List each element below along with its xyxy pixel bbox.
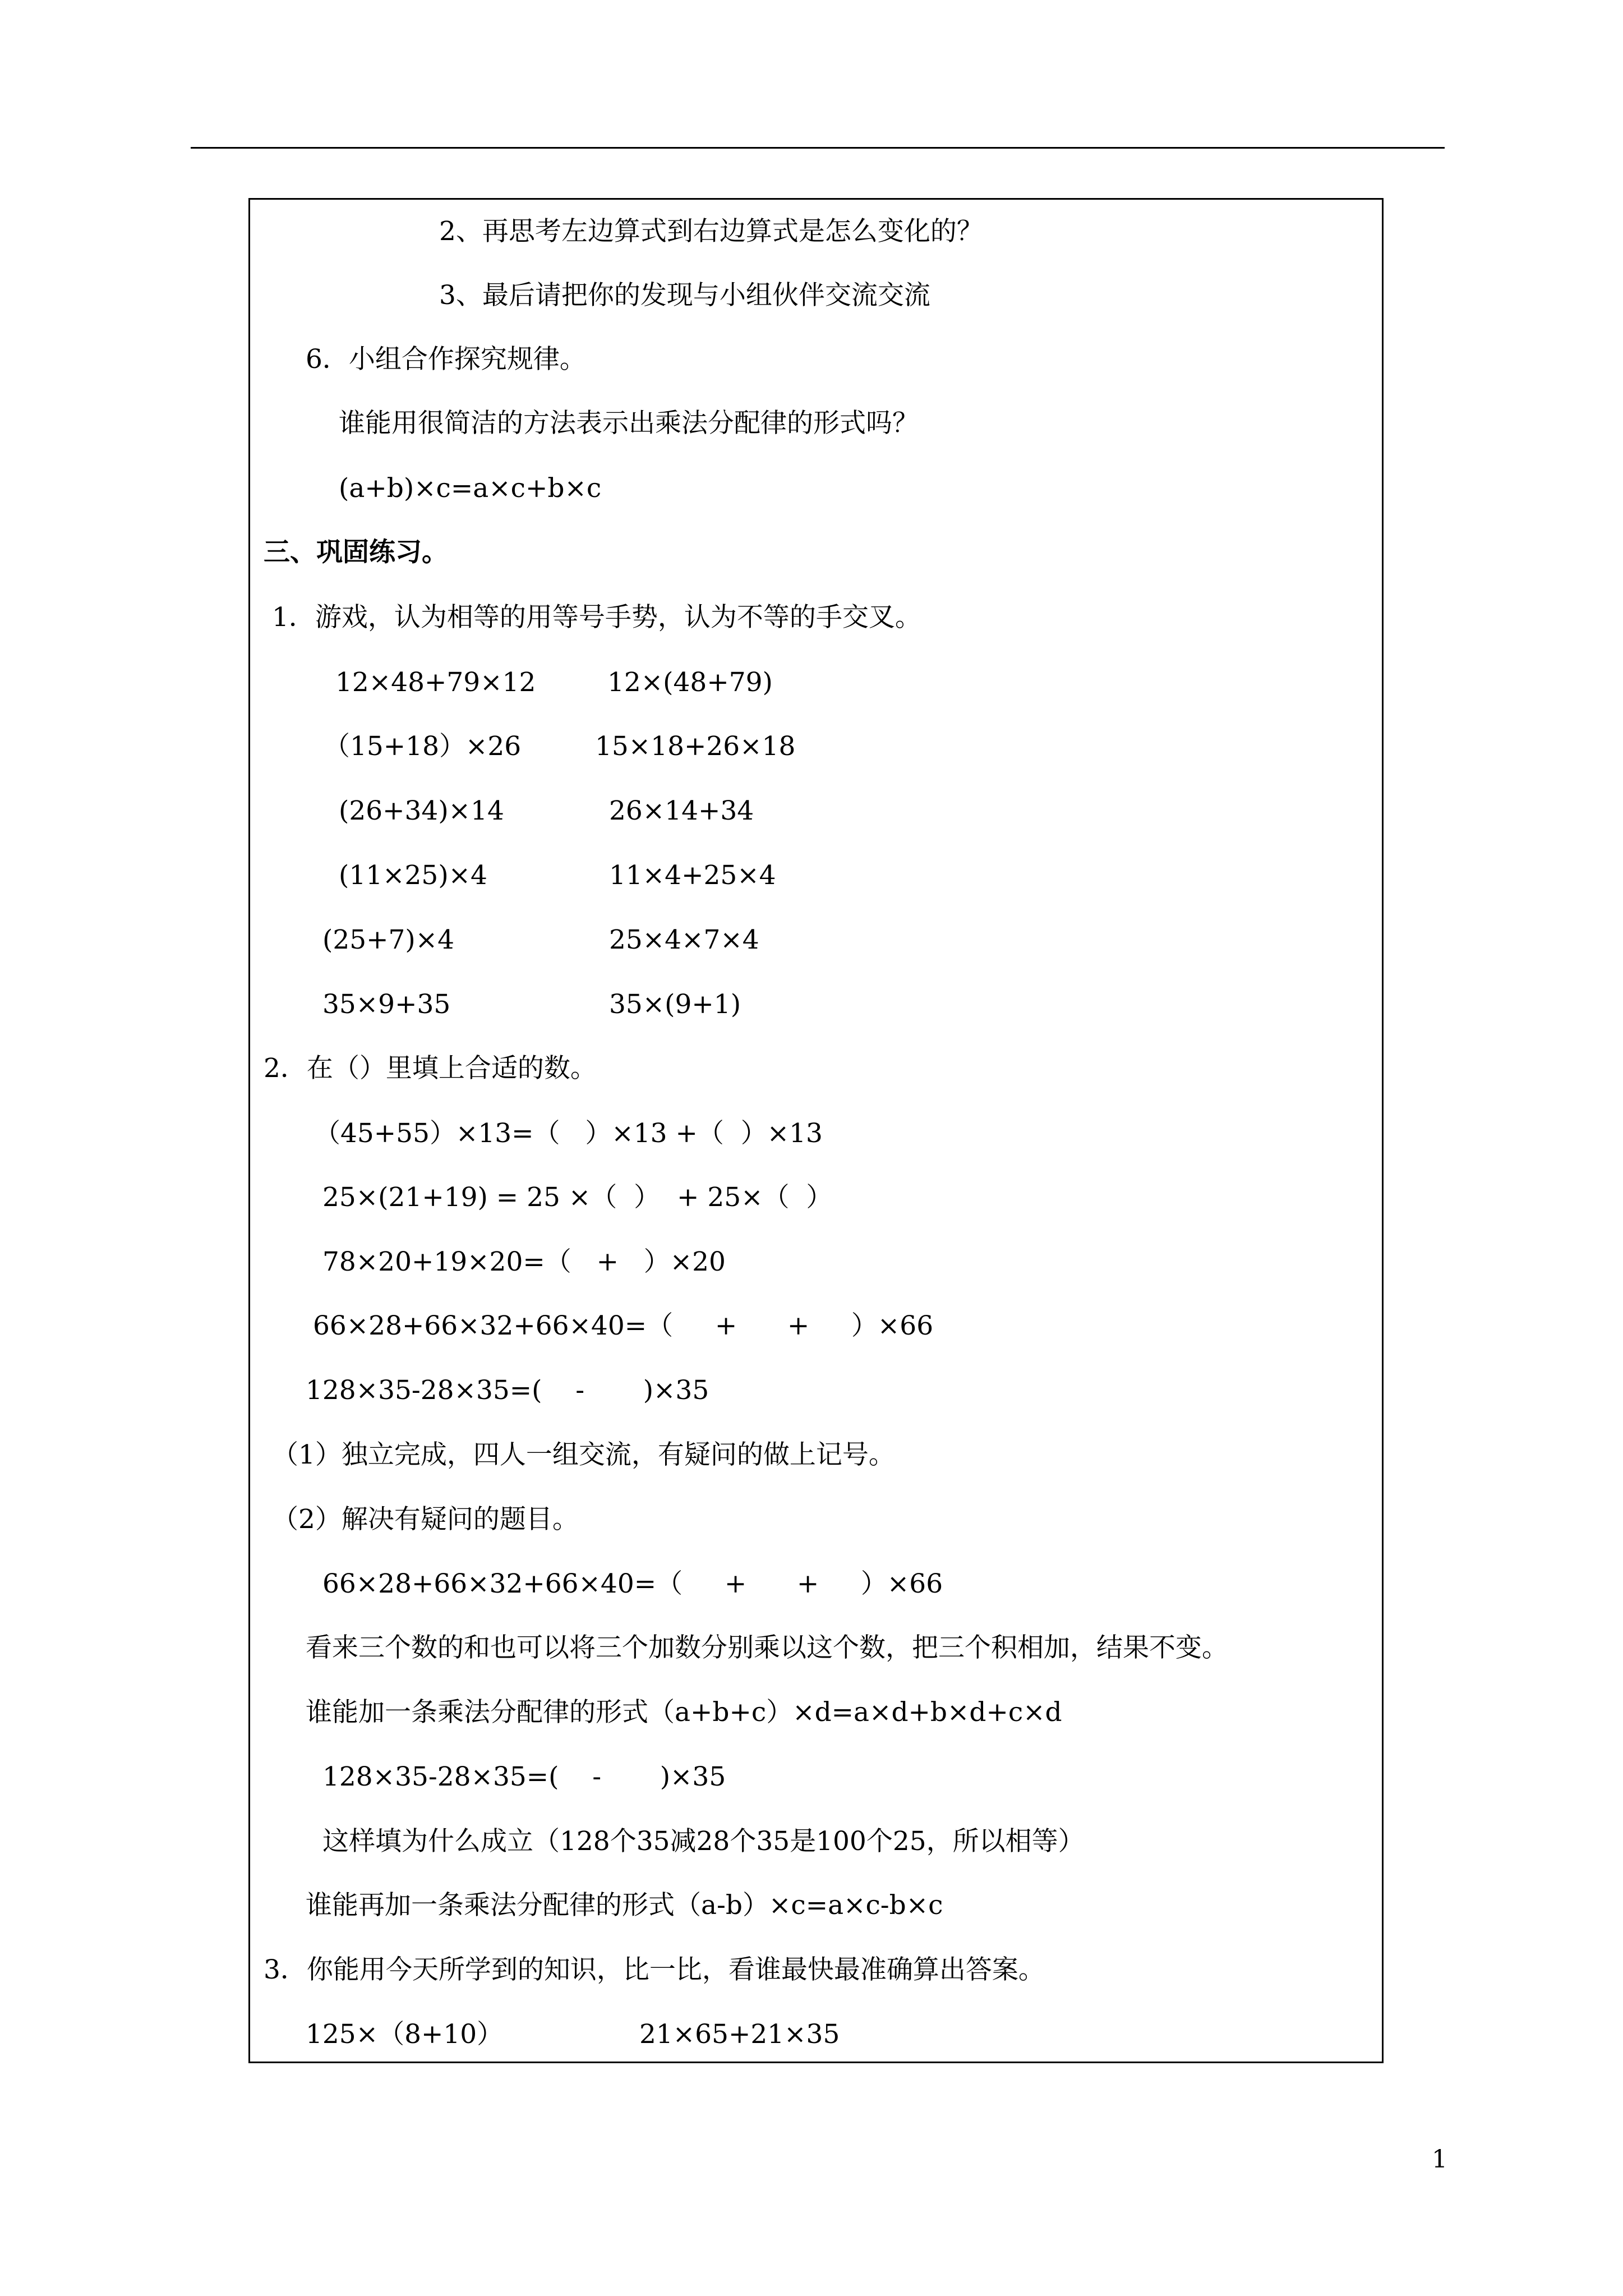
fill-row-4: 66×28+66×32+66×40=（ + + ）×66 [313,1310,934,1341]
fill-row-2: 25×(21+19) = 25 ×（ ） + 25×（ ） [322,1182,833,1213]
exercise-3-heading: 3．你能用今天所学到的知识，比一比，看谁最快最准确算出答案。 [264,1954,1045,1985]
game-row-2-right: 15×18+26×18 [595,731,796,762]
calc-right: 21×65+21×35 [639,2019,840,2050]
step-2-solve-text: （2）解决有疑问的题目。 [272,1504,579,1535]
page-number: 1 [1432,2145,1447,2174]
game-row-4-right: 11×4+25×4 [609,860,776,891]
header-rule [191,147,1445,149]
section-3-heading: 三、巩固练习。 [264,537,448,568]
game-row-2-left: （15+18）×26 [324,731,522,762]
exercise-2-heading: 2．在（）里填上合适的数。 [264,1053,597,1084]
calc-left: 125×（8+10） [306,2019,504,2050]
game-row-6-left: 35×9+35 [322,989,451,1020]
step-3-text: 3、最后请把你的发现与小组伙伴交流交流 [439,280,930,311]
fill-row-1: （45+55）×13=（ ）×13 +（ ）×13 [314,1118,823,1149]
game-row-3-left: (26+34)×14 [339,795,504,826]
fill-row-4-repeat: 66×28+66×32+66×40=（ + + ）×66 [322,1568,943,1599]
step-2-text: 2、再思考左边算式到右边算式是怎么变化的？ [439,216,983,247]
explanation-text: 看来三个数的和也可以将三个加数分别乘以这个数，把三个积相加，结果不变。 [306,1632,1228,1663]
game-row-6-right: 35×(9+1) [609,989,741,1020]
extended-formula-2: 谁能再加一条乘法分配律的形式（a-b）×c=a×c-b×c [306,1890,943,1921]
game-row-3-right: 26×14+34 [609,795,754,826]
item-6-heading: 6．小组合作探究规律。 [306,344,586,375]
game-row-5-right: 25×4×7×4 [609,924,759,955]
fill-row-5-repeat: 128×35-28×35=( - )×35 [322,1761,726,1792]
reason-text: 这样填为什么成立（128个35减28个35是100个25，所以相等） [322,1826,1085,1857]
fill-row-5: 128×35-28×35=( - )×35 [306,1375,709,1406]
game-row-1-left: 12×48+79×12 [335,667,536,698]
game-row-4-left: (11×25)×4 [339,860,487,891]
exercise-1-heading: 1．游戏，认为相等的用等号手势，认为不等的手交叉。 [272,602,921,633]
fill-row-3: 78×20+19×20=（ + ）×20 [322,1246,726,1277]
question-text: 谁能用很简洁的方法表示出乘法分配律的形式吗？ [339,408,919,439]
game-row-5-left: (25+7)×4 [322,924,455,955]
extended-formula-1: 谁能加一条乘法分配律的形式（a+b+c）×d=a×d+b×d+c×d [306,1697,1062,1728]
step-1-text: （1）独立完成，四人一组交流，有疑问的做上记号。 [272,1439,895,1470]
formula-distributive: (a+b)×c=a×c+b×c [339,473,602,504]
game-row-1-right: 12×(48+79) [607,667,773,698]
